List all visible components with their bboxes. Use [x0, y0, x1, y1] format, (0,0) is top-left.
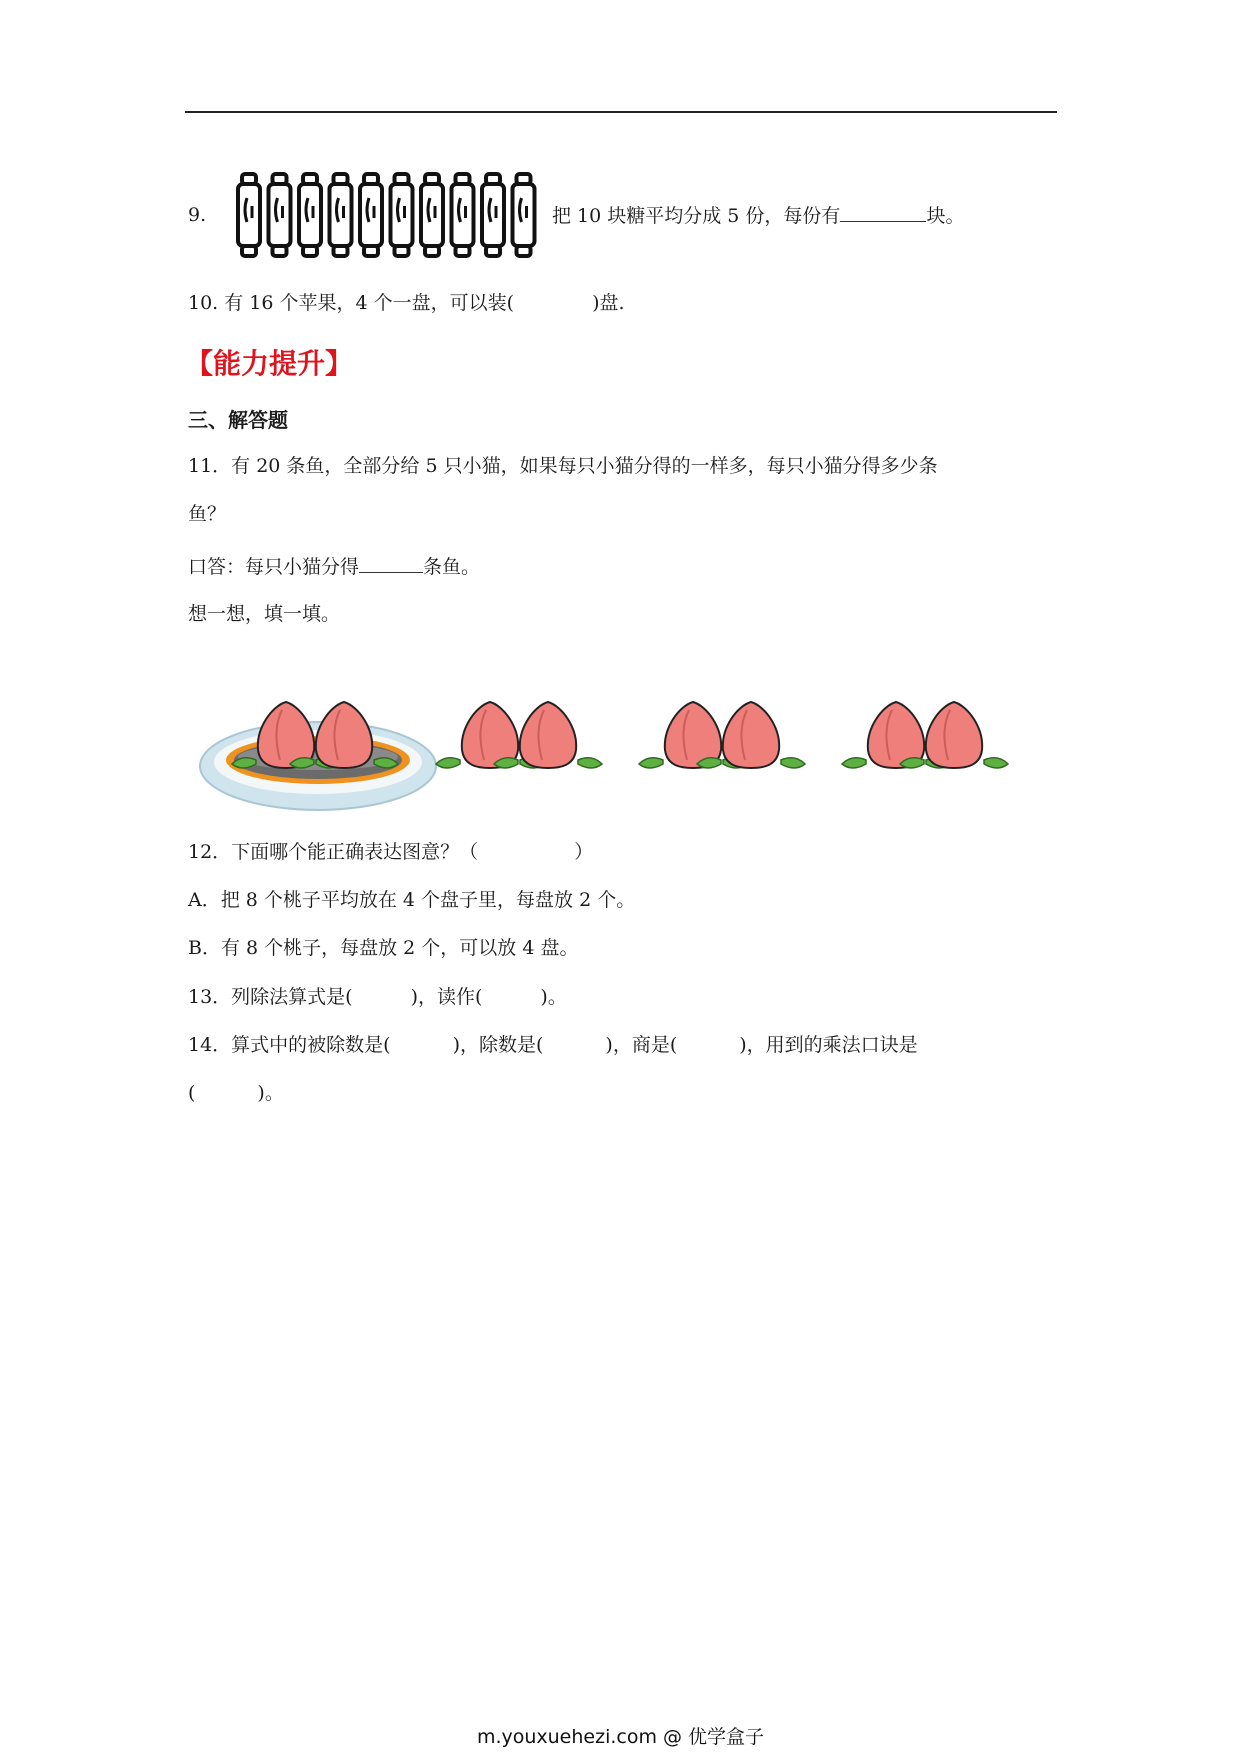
question-13	[188, 983, 567, 1011]
question-11-blank[interactable]	[359, 552, 423, 573]
question-10-number: 10.	[188, 292, 219, 314]
candy-icon	[269, 174, 291, 256]
question-11-answer	[188, 552, 480, 581]
question-12	[188, 838, 593, 866]
question-14-line-2	[188, 1079, 284, 1107]
question-12-text-after: ）	[574, 841, 594, 863]
candy-icon	[421, 174, 443, 256]
question-14-part-2: )，除数是(	[452, 1034, 544, 1056]
question-10-text-after: )盘.	[592, 292, 625, 314]
candy-icon	[330, 174, 352, 256]
question-10-text-before: 有 16 个苹果，4 个一盘，可以装(	[224, 292, 515, 314]
question-13-part-3: )。	[540, 986, 567, 1008]
candy-icon	[513, 174, 535, 256]
question-11-line-2: 鱼？	[188, 503, 227, 525]
candy-icon	[360, 174, 382, 256]
peach-icon	[232, 702, 1008, 768]
question-13-part-2: )，读作(	[410, 986, 483, 1008]
question-14-part-1: 14．算式中的被除数是(	[188, 1034, 391, 1056]
peaches-illustration	[198, 690, 1038, 815]
question-9-text-before: 把 10 块糖平均分成 5 份，每份有	[552, 205, 841, 227]
question-9-blank[interactable]	[840, 201, 926, 222]
question-11-answer-after: 条鱼。	[423, 556, 481, 578]
candy-icon	[482, 174, 504, 256]
candies-illustration	[232, 172, 547, 260]
option-a[interactable]: A．把 8 个桃子平均放在 4 个盘子里，每盘放 2 个。	[188, 889, 636, 911]
candy-icon	[238, 174, 535, 256]
candy-icon	[452, 174, 474, 256]
section-title: 【能力提升】	[185, 347, 354, 380]
question-9-text	[552, 201, 964, 230]
question-14	[188, 1031, 918, 1059]
question-13-part-1: 13．列除法算式是(	[188, 986, 353, 1008]
candy-icon	[299, 174, 321, 256]
question-9-number: 9.	[188, 204, 207, 226]
footer-watermark: m.youxuehezi.com @ 优学盒子	[476, 1726, 765, 1748]
question-10	[188, 289, 625, 317]
question-9	[188, 201, 206, 229]
question-14-open-paren: (	[188, 1082, 196, 1104]
header-rule	[185, 111, 1057, 113]
question-11-line-1: 11．有 20 条鱼，全部分给 5 只小猫，如果每只小猫分得的一样多，每只小猫分得多少条	[188, 455, 938, 477]
intro-text: 想一想，填一填。	[188, 603, 341, 625]
question-11-answer-before: 口答：每只小猫分得	[188, 556, 360, 578]
question-14-part-4: )，用到的乘法口诀是	[739, 1034, 918, 1056]
question-14-close: )。	[257, 1082, 284, 1104]
option-b[interactable]: B．有 8 个桃子，每盘放 2 个，可以放 4 盘。	[188, 937, 579, 959]
candy-icon	[391, 174, 413, 256]
question-12-text-before: 12．下面哪个能正确表达图意？（	[188, 841, 479, 863]
candy-icon	[238, 174, 260, 256]
question-14-part-3: )，商是(	[605, 1034, 678, 1056]
question-9-text-after: 块。	[926, 205, 965, 227]
subsection-title: 三、解答题	[188, 408, 288, 432]
